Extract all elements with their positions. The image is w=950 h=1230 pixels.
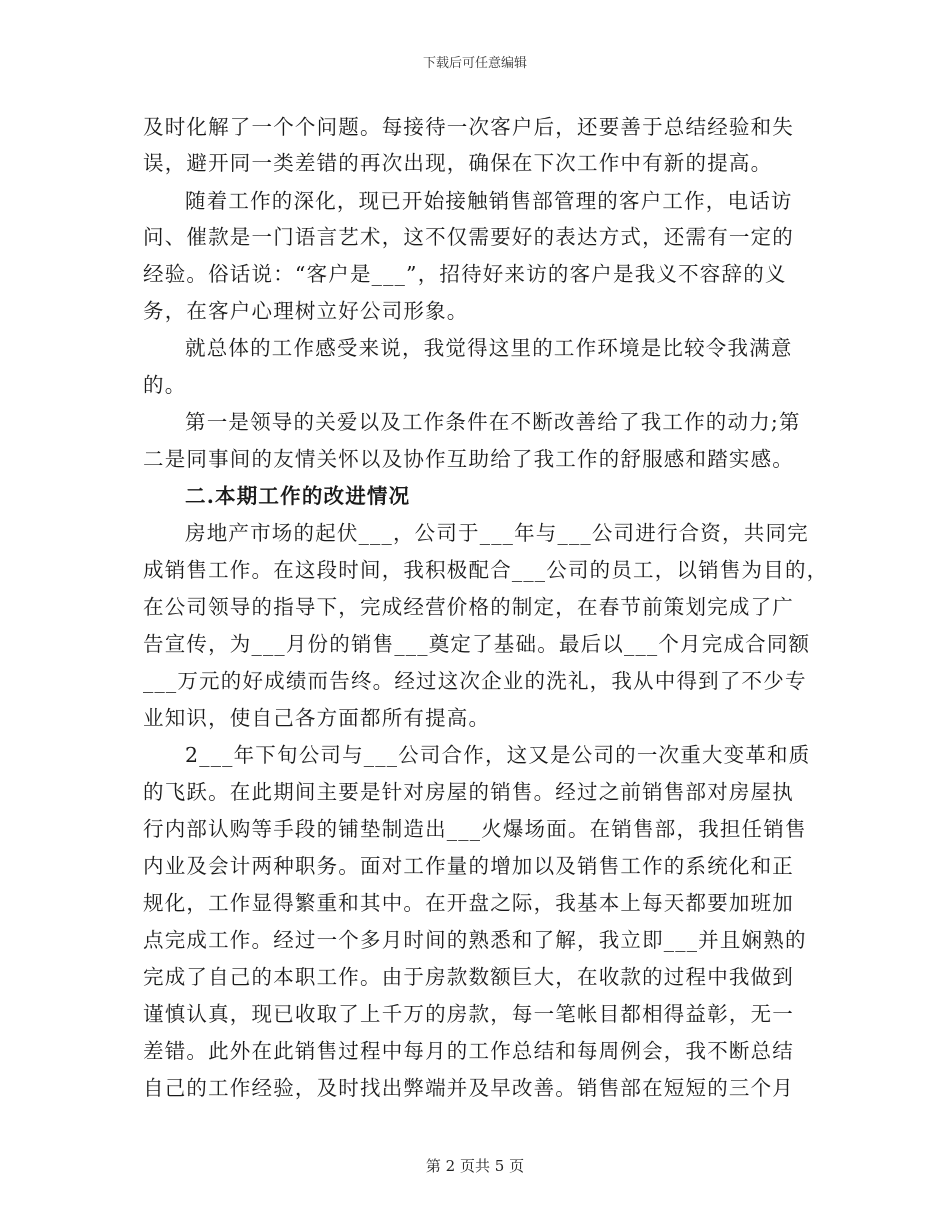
text-line: 的飞跃。在此期间主要是针对房屋的销售。经过之前销售部对房屋执 [143, 780, 794, 804]
text-line: 随着工作的深化，现已开始接触销售部管理的客户工作，电话访 [185, 189, 793, 213]
text-line: 告宣传，为___月份的销售___奠定了基础。最后以___个月完成合同额 [143, 632, 811, 656]
text-line: 经验。俗话说：“客户是___”，招待好来访的客户是我义不容辞的义 [143, 262, 787, 286]
page-header: 下载后可任意编辑 [422, 56, 527, 71]
text-line: 误，避开同一类差错的再次出现，确保在下次工作中有新的提高。 [143, 151, 773, 175]
text-line: 的。 [143, 373, 187, 397]
text-line: 自己的工作经验，及时找出弊端并及早改善。销售部在短短的三个月 [143, 1076, 794, 1100]
text-line: 成销售工作。在这段时间，我积极配合___公司的员工，以销售为目的， [143, 558, 829, 582]
text-line: 及时化解了一个个问题。每接待一次客户后，还要善于总结经验和失 [143, 115, 794, 139]
text-line: 内业及会计两种职务。面对工作量的增加以及销售工作的系统化和正 [143, 854, 794, 878]
text-line: 问、催款是一门语言艺术，这不仅需要好的表达方式，还需有一定的 [143, 225, 794, 249]
text-line: 业知识，使自己各方面都所有提高。 [143, 706, 491, 730]
text-line: 房地产市场的起伏___，公司于___年与___公司进行合资，共同完 [185, 521, 809, 545]
page-footer: 第 2 页共 5 页 [425, 1157, 525, 1175]
text-line: ___万元的好成绩而告终。经过这次企业的洗礼，我从中得到了不少专 [143, 669, 807, 693]
text-line: 就总体的工作感受来说，我觉得这里的工作环境是比较令我满意 [185, 336, 793, 360]
text-line: 二是同事间的友情关怀以及协作互助给了我工作的舒服感和踏实感。 [143, 447, 794, 471]
section-heading: 二.本期工作的改进情况 [185, 484, 411, 508]
text-line: 点完成工作。经过一个多月时间的熟悉和了解，我立即___并且娴熟的 [143, 928, 807, 952]
text-line: 完成了自己的本职工作。由于房款数额巨大，在收款的过程中我做到 [143, 965, 794, 989]
text-line: 规化，工作显得繁重和其中。在开盘之际，我基本上每天都要加班加 [143, 891, 794, 915]
text-line: 谨慎认真，现已收取了上千万的房款，每一笔帐目都相得益彰，无一 [143, 1002, 794, 1026]
text-line: 务，在客户心理树立好公司形象。 [143, 299, 469, 323]
text-line: 行内部认购等手段的铺垫制造出___火爆场面。在销售部，我担任销售 [143, 817, 807, 841]
text-line: 在公司领导的指导下，完成经营价格的制定，在春节前策划完成了广 [143, 595, 794, 619]
text-line: 第一是领导的关爱以及工作条件在不断改善给了我工作的动力;第 [185, 410, 801, 434]
text-line: 2___年下旬公司与___公司合作，这又是公司的一次重大变革和质 [185, 743, 811, 767]
text-line: 差错。此外在此销售过程中每月的工作总结和每周例会，我不断总结 [143, 1039, 794, 1063]
